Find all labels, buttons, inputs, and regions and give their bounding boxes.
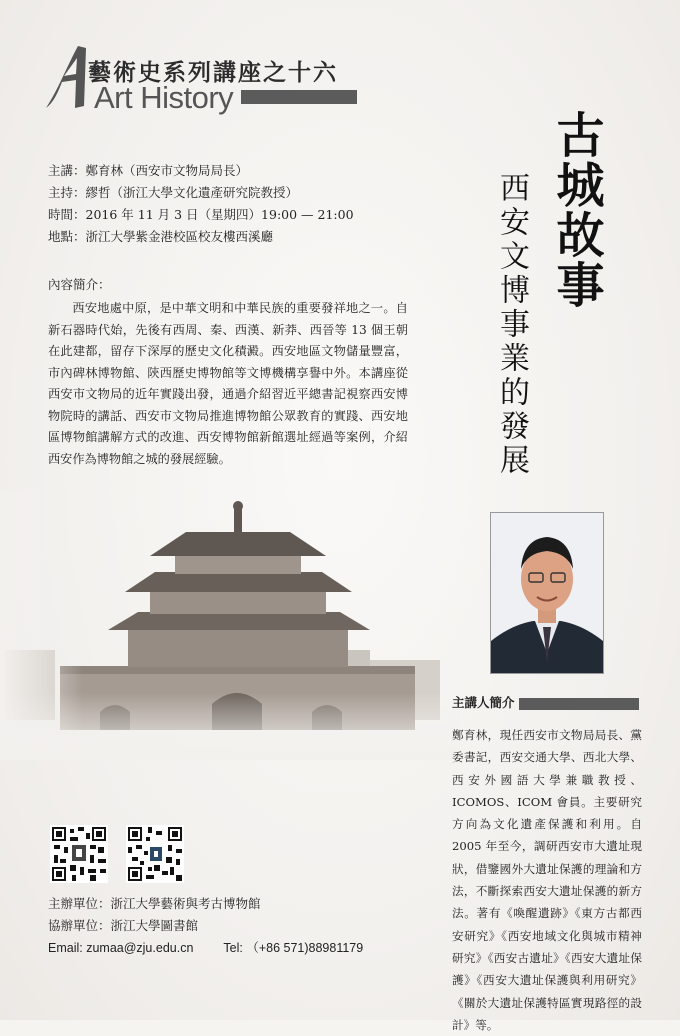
info-place: 地點：浙江大學紫金港校區校友樓西溪廳 [48, 229, 274, 244]
footer-info [48, 893, 363, 959]
speaker-bio-text: 鄭育林，現任西安市文物局局長、黨委書記，西安交通大學、西北大學、西安外國語大學兼職教授、ICOMOS、ICOM 會員。主要研究方向為文化遺產保護和利用。自 2005 年至今，調研西安市大遺址現狀，借鑒國外大遺址保護的理論和方法，不斷探索西安大遺址保護的新方法。著有《喚醒遺跡》《東方古都西安研究》《西安地域文化與城市精神研究》《西安古遺址》《西安大遺址保護》《西安大遺址保護與利用研究》《關於大遺址保護特區實現路徑的設計》等。 [452, 728, 642, 1032]
intro-label: 內容簡介： [48, 277, 111, 292]
speaker-portrait [490, 512, 604, 674]
info-time: 時間：2016 年 11 月 3 日（星期四）19:00 — 21:00 [48, 207, 354, 222]
header-decorative-bar [241, 90, 357, 104]
qr-code-icon [50, 825, 108, 883]
lecture-title: 古城故事 [548, 110, 604, 310]
speaker-bio-label: 主講人簡介 [452, 695, 515, 710]
art-history-logo-a-icon [44, 44, 94, 110]
qr-code-icon [126, 825, 184, 883]
contact-email[interactable]: Email: zumaa@zju.edu.cn [48, 941, 194, 955]
series-title: 藝術史系列講座之十六 [88, 59, 338, 86]
info-host: 主持：繆哲（浙江大學文化遺產研究院教授） [48, 185, 299, 200]
lecture-subtitle: 西安文博事業的發展 [494, 172, 529, 478]
xian-bell-tower-illustration [0, 490, 460, 760]
organizer: 主辦單位：浙江大學藝術與考古博物館 [48, 896, 261, 911]
brand-art-history: Art History [94, 80, 234, 115]
speaker-bio-bar [519, 698, 639, 710]
info-speaker: 主講：鄭育林（西安市文物局局長） [48, 163, 249, 178]
contact-tel[interactable]: Tel: （+86 571)88981179 [223, 941, 364, 955]
intro-text: 西安地處中原，是中華文明和中華民族的重要發祥地之一。自新石器時代始，先後有西周、秦、西漢、新莽、西晉等 13 個王朝在此建都，留存下深厚的歷史文化積澱。西安地區文物儲量豐富，市內碑林博物館、陝西歷史博物館等文博機構享譽中外。本講座從西安市文物局的近年實踐出發，通過介紹習近平總書記視察西安博物院時的講話、西安市文物局推進博物館公眾教育的實踐、西安地區博物館講解方式的改進、西安博物館新館選址經過等案例，介紹西安作為博物館之城的發展經驗。 [48, 301, 408, 466]
contact-info [48, 937, 363, 959]
lecture-info [48, 160, 354, 248]
co-organizer: 協辦單位：浙江大學圖書館 [48, 918, 199, 933]
